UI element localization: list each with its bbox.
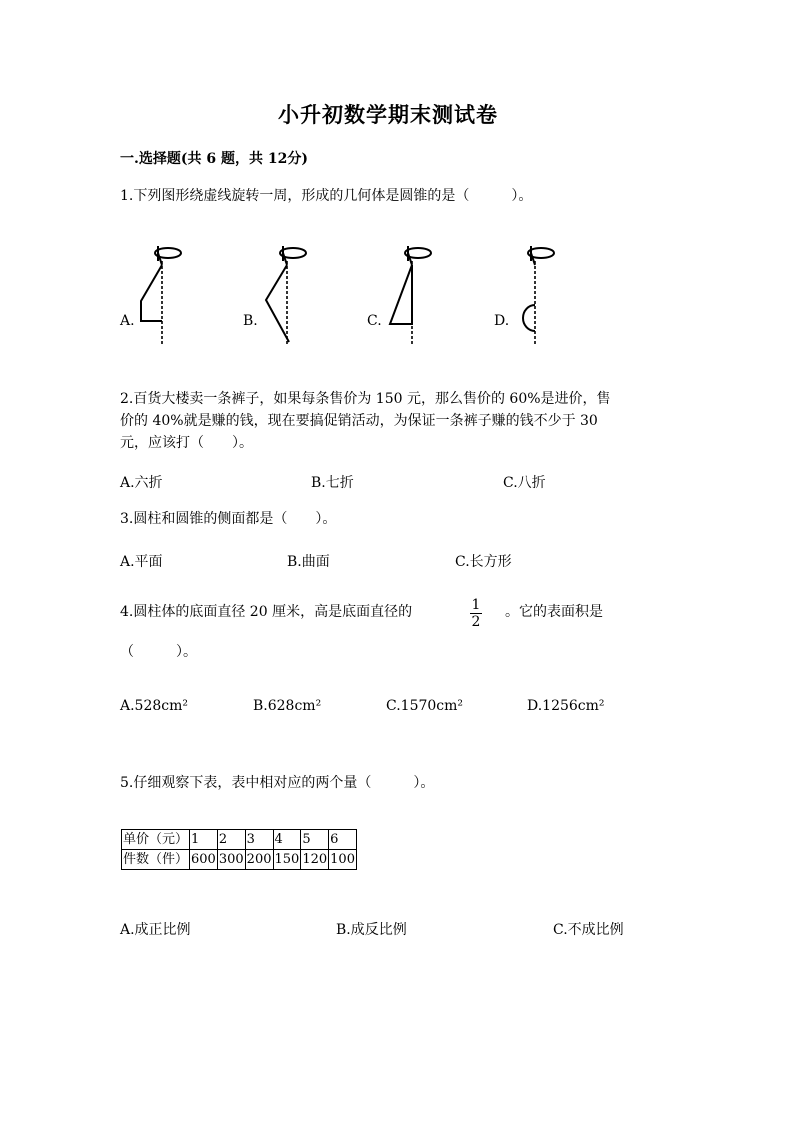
table-cell: 200 [245, 850, 273, 870]
question-4-line-2: （ ）。 [120, 644, 197, 660]
table-row [122, 830, 357, 850]
q1-figure-d [508, 243, 558, 348]
q3-option-a[interactable]: A.平面 [120, 554, 163, 570]
q1-option-b-label[interactable]: B. [243, 313, 258, 329]
q2-option-b[interactable]: B.七折 [311, 475, 354, 491]
q4-option-a[interactable]: A.528cm² [120, 698, 189, 714]
table-cell: 4 [273, 830, 301, 850]
question-5-text: 5.仔细观察下表，表中相对应的两个量（ ）。 [120, 775, 435, 791]
q4-option-b[interactable]: B.628cm² [253, 698, 322, 714]
q1-option-a-label[interactable]: A. [120, 313, 135, 329]
q1-option-c-label[interactable]: C. [367, 313, 382, 329]
q1-option-d-label[interactable]: D. [494, 313, 510, 329]
q5-option-c[interactable]: C.不成比例 [553, 922, 624, 938]
q5-option-b[interactable]: B.成反比例 [336, 922, 407, 938]
table-cell: 300 [217, 850, 245, 870]
data-table [121, 829, 357, 870]
question-2-line-2: 价的 40%就是赚的钱，现在要搞促销活动，为保证一条裤子赚的钱不少于 30 [120, 413, 598, 429]
question-3-text: 3.圆柱和圆锥的侧面都是（ ）。 [120, 511, 337, 527]
question-4-text: 4.圆柱体的底面直径 20 厘米，高是底面直径的 [120, 604, 413, 620]
q1-figure-c [385, 243, 435, 348]
table-cell: 5 [301, 830, 329, 850]
question-2-line-1: 2.百货大楼卖一条裤子，如果每条售价为 150 元，那么售价的 60%是进价，售 [120, 391, 611, 407]
q3-option-b[interactable]: B.曲面 [287, 554, 330, 570]
q4-option-c[interactable]: C.1570cm² [386, 698, 464, 714]
table-cell: 1 [190, 830, 218, 850]
fraction-numerator: 1 [471, 597, 481, 613]
table-cell: 3 [245, 830, 273, 850]
table-cell: 6 [329, 830, 357, 850]
table-cell: 2 [217, 830, 245, 850]
question-2-line-3: 元，应该打（ ）。 [120, 435, 253, 451]
q2-option-a[interactable]: A.六折 [120, 475, 163, 491]
table-cell: 单价（元） [122, 830, 190, 850]
fraction-one-half [470, 598, 482, 629]
table-row [122, 850, 357, 870]
page-title: 小升初数学期末测试卷 [278, 102, 498, 127]
q2-option-c[interactable]: C.八折 [503, 475, 546, 491]
fraction-denominator: 2 [471, 614, 481, 630]
table-cell: 件数（件） [122, 850, 190, 870]
q4-option-d[interactable]: D.1256cm² [527, 698, 605, 714]
q5-option-a[interactable]: A.成正比例 [120, 922, 191, 938]
question-4-text-after: 。它的表面积是 [505, 604, 603, 620]
table-cell: 120 [301, 850, 329, 870]
question-1-text: 1.下列图形绕虚线旋转一周，形成的几何体是圆锥的是（ ）。 [120, 188, 533, 204]
q1-figure-a [135, 243, 185, 348]
table-cell: 100 [329, 850, 357, 870]
table-cell: 150 [273, 850, 301, 870]
q3-option-c[interactable]: C.长方形 [455, 554, 512, 570]
table-cell: 600 [190, 850, 218, 870]
q1-figure-b [260, 243, 310, 348]
section-heading: 一.选择题(共 6 题，共 12分) [120, 151, 308, 167]
